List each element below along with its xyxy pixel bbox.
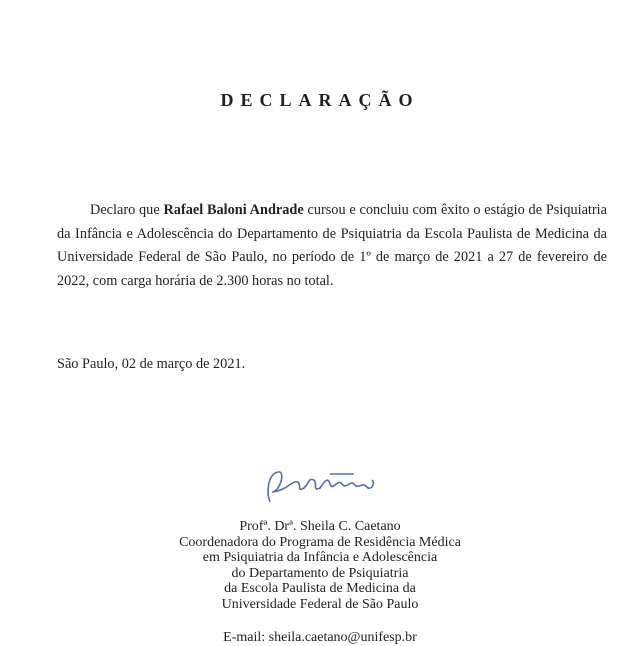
signatory-name: Profª. Drª. Sheila C. Caetano (239, 519, 401, 534)
student-name: Rafael Baloni Andrade (163, 202, 304, 218)
signatory-school: da Escola Paulista de Medicina da (224, 581, 416, 597)
para-pre: Declaro que (90, 202, 164, 218)
signatory-department: do Departamento de Psiquiatria (231, 565, 409, 581)
declaration-paragraph (57, 199, 607, 293)
signatory-program: em Psiquiatria da Infância e Adolescência (202, 550, 438, 566)
signatory-email: E-mail: sheila.caetano@unifesp.br (223, 630, 417, 645)
date-line: São Paulo, 02 de março de 2021. (57, 356, 246, 372)
handwritten-signature (258, 462, 388, 517)
signatory-block (0, 519, 640, 613)
para-post: cursou e concluiu com êxito o estágio de Psiquiatria da Infância e Adolescência do Departamento de Psiquiatria da Escola Paulista de Medicina da Universidade Federal de São Paulo, no período de 1º de março de 2021 a 27 de fevereiro de 2022, com carga horária de 2.300 horas no total. (57, 202, 607, 289)
signatory-role: Coordenadora do Programa de Residência Médica (179, 534, 461, 550)
signatory-university: Universidade Federal de São Paulo (221, 596, 419, 612)
document-title: DECLARAÇÃO (220, 90, 420, 110)
